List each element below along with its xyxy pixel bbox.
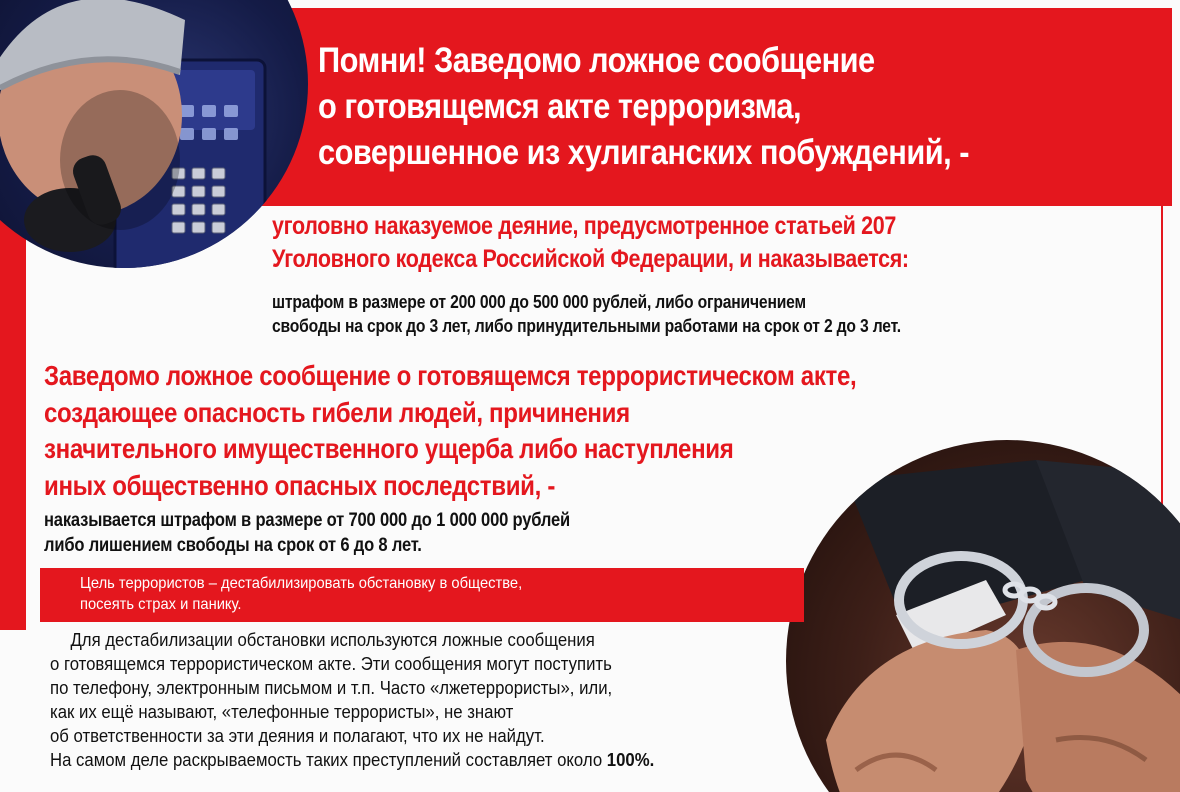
aggravated-line: иных общественно опасных последствий, - [44, 469, 556, 501]
body-line: по телефону, электронным письмом и т.п. Часто «лжетеррористы», или, [50, 678, 613, 698]
body-line: об ответственности за эти деяния и полагают, что их не найдут. [50, 726, 545, 746]
body-line-text: На самом деле раскрываемость таких преступлений составляет около [50, 750, 603, 770]
penalty-line: наказывается штрафом в размере от 700 000 до 1 000 000 рублей [44, 510, 570, 531]
body-line: как их ещё называют, «телефонные террористы», не знают [50, 702, 514, 722]
penalty-line: свободы на срок до 3 лет, либо принудительными работами на срок от 2 до 3 лет. [272, 316, 901, 336]
aggravated-line: значительного имущественного ущерба либо наступления [44, 433, 734, 464]
article-line: уголовно наказуемое деяние, предусмотренное статьей 207 [272, 212, 896, 240]
body-paragraph [50, 628, 654, 772]
article-207-text [272, 210, 1046, 276]
aggravated-line: Заведомо ложное сообщение о готовящемся террористическом акте, [44, 360, 857, 391]
headline-line: о готовящемся акте терроризма, [318, 87, 802, 126]
goal-text [80, 573, 522, 615]
goal-line: посеять страх и панику. [80, 596, 242, 613]
body-line: о готовящемся террористическом акте. Эти сообщения могут поступить [50, 654, 612, 674]
headline-line: совершенное из хулиганских побуждений, - [318, 133, 969, 172]
payphone-photo [0, 0, 308, 268]
goal-line: Цель террористов – дестабилизировать обстановку в обществе, [80, 575, 523, 592]
left-red-stripe [0, 200, 26, 630]
penalty-line: либо лишением свободы на срок от 6 до 8 лет. [44, 535, 422, 556]
penalty-line: штрафом в размере от 200 000 до 500 000 рублей, либо ограничением [272, 292, 806, 312]
article-line: Уголовного кодекса Российской Федерации, и наказывается: [272, 245, 909, 273]
payphone-illustration [0, 0, 308, 268]
percent-value: 100%. [606, 750, 655, 770]
body-line-last [50, 748, 654, 772]
headline [318, 38, 1057, 176]
aggravated-penalty-text [44, 508, 570, 558]
aggravated-line: создающее опасность гибели людей, причинения [44, 396, 630, 428]
aggravated-crime-text [44, 358, 856, 504]
body-line: Для дестабилизации обстановки используются ложные сообщения [70, 630, 595, 650]
headline-line: Помни! Заведомо ложное сообщение [318, 41, 875, 80]
basic-penalty-text [272, 290, 901, 338]
right-red-edge [1161, 200, 1163, 510]
